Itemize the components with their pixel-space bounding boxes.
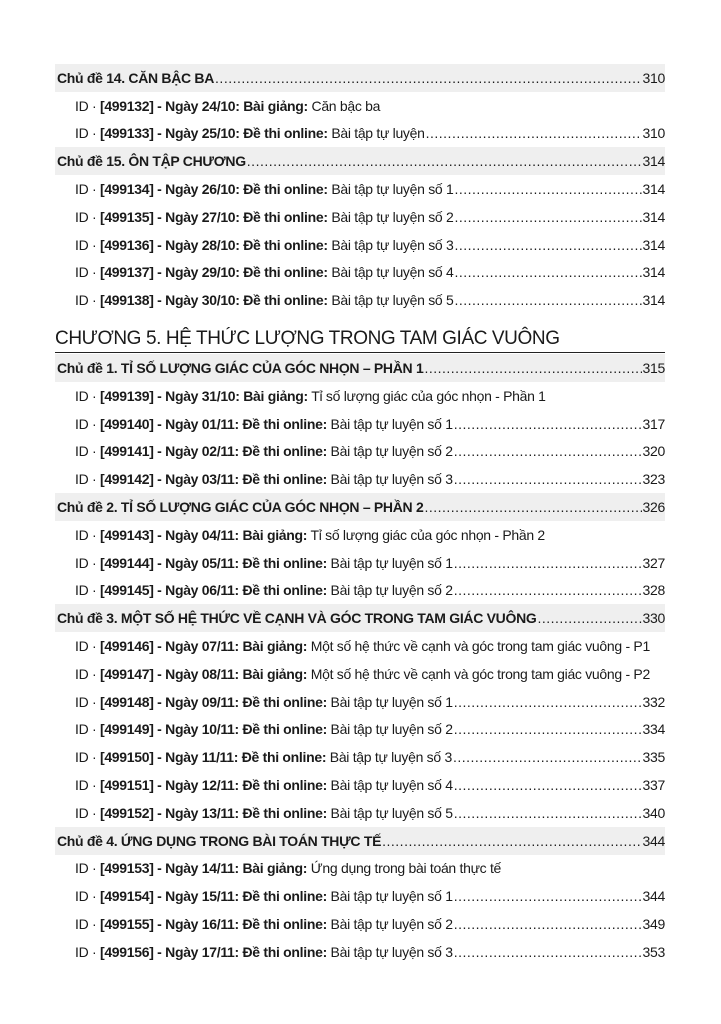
lesson-kind: Đề thi online: <box>243 125 328 142</box>
id-prefix: ID · <box>75 526 100 543</box>
page-number: 349 <box>642 916 665 932</box>
lesson-kind: Đề thi online: <box>243 181 328 198</box>
lesson-label <box>75 666 650 682</box>
lesson-id-date: [499132] - Ngày 24/10: <box>99 97 240 114</box>
dot-leader <box>454 555 642 571</box>
lesson-title: Bài tập tự luyện số 1 <box>330 415 453 432</box>
id-prefix: ID · <box>75 693 100 710</box>
id-prefix: ID · <box>75 721 100 738</box>
lesson-kind: Bài giảng: <box>242 665 308 682</box>
lesson-id-date: [499151] - Ngày 12/11: <box>99 777 239 794</box>
lesson-title: Bài tập tự luyện số 4 <box>330 777 453 794</box>
lesson-label <box>75 471 453 487</box>
lesson-id-date: [499137] - Ngày 29/10: <box>99 264 240 281</box>
lesson-title: Bài tập tự luyện số 1 <box>330 888 453 905</box>
id-prefix: ID · <box>75 860 100 877</box>
page-number: 314 <box>642 236 665 253</box>
lesson-title: Bài tập tự luyện <box>331 125 425 142</box>
lesson-kind: Đề thi online: <box>242 721 327 738</box>
id-prefix: ID · <box>75 665 100 682</box>
dot-leader <box>426 125 642 141</box>
id-prefix: ID · <box>75 415 100 432</box>
id-prefix: ID · <box>75 471 100 488</box>
lesson-label <box>75 944 453 960</box>
lesson-id-date: [499142] - Ngày 03/11: <box>99 471 239 488</box>
lesson-title: Bài tập tự luyện số 3 <box>330 943 453 960</box>
lesson-id-date: [499150] - Ngày 11/11: <box>99 749 239 766</box>
id-prefix: ID · <box>75 749 100 766</box>
lesson-id-date: [499153] - Ngày 14/11: <box>99 860 239 877</box>
dot-leader <box>454 582 642 598</box>
page-number: 344 <box>642 888 665 905</box>
toc-topic-row[interactable] <box>55 354 665 382</box>
page-number: 332 <box>642 693 665 710</box>
dot-leader <box>454 721 642 737</box>
id-prefix: ID · <box>75 804 100 821</box>
dot-leader <box>424 360 641 376</box>
lesson-title: Bài tập tự luyện số 2 <box>331 208 454 225</box>
toc-lesson-row[interactable] <box>55 855 665 883</box>
lesson-label <box>75 443 453 459</box>
chapter-heading: CHƯƠNG 5. HỆ THỨC LƯỢNG TRONG TAM GIÁC VUÔNG <box>55 314 665 353</box>
lesson-kind: Đề thi online: <box>243 292 328 309</box>
lesson-kind: Đề thi online: <box>242 443 327 460</box>
lesson-title: Tỉ số lượng giác của góc nhọn - Phần 1 <box>311 387 546 404</box>
lesson-kind: Đề thi online: <box>242 943 327 960</box>
toc-lesson-row[interactable] <box>55 465 665 493</box>
toc-lesson-row[interactable] <box>55 743 665 771</box>
lesson-id-date: [499134] - Ngày 26/10: <box>99 181 240 198</box>
lesson-title: Bài tập tự luyện số 3 <box>329 749 452 766</box>
lesson-id-date: [499147] - Ngày 08/11: <box>99 665 239 682</box>
topic-title: Chủ đề 15. ÔN TẬP CHƯƠNG <box>57 153 246 170</box>
lesson-title: Bài tập tự luyện số 2 <box>330 582 453 599</box>
dot-leader <box>453 749 642 765</box>
lesson-kind: Bài giảng: <box>242 526 308 543</box>
toc-lesson-row[interactable] <box>55 175 665 203</box>
lesson-id-date: [499135] - Ngày 27/10: <box>99 208 240 225</box>
page-number: 328 <box>642 582 665 599</box>
id-prefix: ID · <box>75 443 100 460</box>
lesson-id-date: [499155] - Ngày 16/11: <box>99 916 239 932</box>
toc-lesson-row[interactable] <box>55 771 665 799</box>
lesson-label <box>75 416 453 432</box>
toc-lesson-row[interactable] <box>55 231 665 259</box>
dot-leader <box>454 777 642 793</box>
lesson-id-date: [499133] - Ngày 25/10: <box>99 125 240 142</box>
toc-lesson-row[interactable] <box>55 521 665 549</box>
lesson-title: Một số hệ thức về cạnh và góc trong tam giác vuông - P1 <box>310 638 650 655</box>
lesson-id-date: [499145] - Ngày 06/11: <box>99 582 239 599</box>
lesson-label <box>75 527 545 543</box>
toc-lesson-row[interactable] <box>55 382 665 410</box>
dot-leader <box>454 443 642 459</box>
page-number: 337 <box>642 777 665 794</box>
lesson-label <box>75 582 453 598</box>
lesson-id-date: [499149] - Ngày 10/11: <box>99 721 239 738</box>
lesson-id-date: [499144] - Ngày 05/11: <box>99 554 239 571</box>
lesson-id-date: [499139] - Ngày 31/10: <box>99 387 240 404</box>
dot-leader <box>454 416 642 432</box>
lesson-title: Bài tập tự luyện số 5 <box>330 804 453 821</box>
id-prefix: ID · <box>75 181 100 198</box>
toc-topic-row[interactable] <box>55 64 665 92</box>
dot-leader <box>424 499 641 515</box>
lesson-label <box>75 388 546 404</box>
lesson-title: Bài tập tự luyện số 1 <box>331 181 454 198</box>
id-prefix: ID · <box>75 387 100 404</box>
page-number: 314 <box>642 208 665 225</box>
page-number: 317 <box>642 415 665 432</box>
page-number: 323 <box>642 471 665 488</box>
toc-lesson-row[interactable] <box>55 286 665 314</box>
lesson-id-date: [499138] - Ngày 30/10: <box>99 292 240 309</box>
lesson-label <box>75 721 453 737</box>
dot-leader <box>454 694 642 710</box>
lesson-title: Bài tập tự luyện số 3 <box>331 236 454 253</box>
dot-leader <box>454 888 642 904</box>
lesson-kind: Bài giảng: <box>243 387 308 404</box>
dot-leader <box>454 237 641 253</box>
id-prefix: ID · <box>75 208 100 225</box>
lesson-kind: Đề thi online: <box>243 264 328 281</box>
page-number: 314 <box>642 181 665 198</box>
lesson-id-date: [499146] - Ngày 07/11: <box>99 638 239 655</box>
page-number: 344 <box>642 832 665 849</box>
lesson-label <box>75 888 453 904</box>
id-prefix: ID · <box>75 125 100 142</box>
dot-leader <box>454 292 641 308</box>
topic-title: Chủ đề 2. TỈ SỐ LƯỢNG GIÁC CỦA GÓC NHỌN – PHẦN 2 <box>57 499 424 516</box>
toc-lesson-row[interactable] <box>55 92 665 120</box>
dot-leader <box>454 181 641 197</box>
page-number: 320 <box>642 443 665 460</box>
id-prefix: ID · <box>75 638 100 655</box>
toc-lesson-row[interactable] <box>55 632 665 660</box>
topic-title: Chủ đề 4. ỨNG DỤNG TRONG BÀI TOÁN THỰC TẾ <box>57 832 382 849</box>
lesson-kind: Đề thi online: <box>242 582 327 599</box>
lesson-kind: Đề thi online: <box>242 804 327 821</box>
id-prefix: ID · <box>75 97 100 114</box>
lesson-title: Bài tập tự luyện số 2 <box>330 916 453 932</box>
lesson-kind: Bài giảng: <box>243 97 308 114</box>
lesson-id-date: [499152] - Ngày 13/11: <box>99 804 239 821</box>
toc-lesson-row[interactable] <box>55 549 665 577</box>
lesson-title: Bài tập tự luyện số 5 <box>331 292 454 309</box>
page-number: 353 <box>642 943 665 960</box>
dot-leader <box>454 209 641 225</box>
id-prefix: ID · <box>75 916 100 932</box>
topic-title: Chủ đề 1. TỈ SỐ LƯỢNG GIÁC CỦA GÓC NHỌN – PHẦN 1 <box>57 360 424 377</box>
lesson-title: Bài tập tự luyện số 1 <box>330 554 453 571</box>
toc-lesson-row[interactable] <box>55 716 665 744</box>
lesson-label <box>75 125 425 141</box>
toc-lesson-row[interactable] <box>55 660 665 688</box>
id-prefix: ID · <box>75 236 100 253</box>
lesson-id-date: [499141] - Ngày 02/11: <box>99 443 239 460</box>
lesson-id-date: [499154] - Ngày 15/11: <box>99 888 239 905</box>
toc-topic-row[interactable] <box>55 604 665 632</box>
lesson-title: Tỉ số lượng giác của góc nhọn - Phần 2 <box>310 526 545 543</box>
toc-lesson-row[interactable] <box>55 438 665 466</box>
dot-leader <box>454 264 641 280</box>
lesson-label <box>75 805 453 821</box>
lesson-kind: Đề thi online: <box>243 236 328 253</box>
lesson-label <box>75 916 453 932</box>
dot-leader <box>247 153 642 169</box>
page-number: 335 <box>642 749 665 766</box>
topic-title: Chủ đề 14. CĂN BẬC BA <box>57 69 215 86</box>
page-number: 330 <box>642 610 665 627</box>
lesson-kind: Đề thi online: <box>242 693 327 710</box>
toc-lesson-row[interactable] <box>55 688 665 716</box>
toc-lesson-row[interactable] <box>55 120 665 148</box>
toc-topic-row[interactable] <box>55 147 665 175</box>
id-prefix: ID · <box>75 943 100 960</box>
lesson-kind: Bài giảng: <box>242 860 308 877</box>
lesson-title: Căn bậc ba <box>311 97 381 114</box>
lesson-id-date: [499136] - Ngày 28/10: <box>99 236 240 253</box>
page-number: 310 <box>642 69 665 86</box>
dot-leader <box>454 916 642 932</box>
lesson-label <box>75 237 453 253</box>
lesson-label <box>75 860 501 876</box>
lesson-kind: Đề thi online: <box>242 916 327 932</box>
page-number: 314 <box>642 292 665 309</box>
lesson-title: Bài tập tự luyện số 4 <box>331 264 454 281</box>
page-number: 327 <box>642 554 665 571</box>
toc-lesson-row[interactable] <box>55 259 665 287</box>
page-number: 314 <box>642 153 665 170</box>
dot-leader <box>537 610 641 626</box>
dot-leader <box>454 944 642 960</box>
lesson-label <box>75 209 453 225</box>
lesson-title: Bài tập tự luyện số 2 <box>330 443 453 460</box>
lesson-kind: Đề thi online: <box>242 471 327 488</box>
lesson-label <box>75 181 453 197</box>
id-prefix: ID · <box>75 888 100 905</box>
page-number: 340 <box>642 804 665 821</box>
page-number: 315 <box>642 360 665 377</box>
toc-lesson-row[interactable] <box>55 799 665 827</box>
toc-lesson-row[interactable] <box>55 882 665 910</box>
lesson-id-date: [499148] - Ngày 09/11: <box>99 693 239 710</box>
lesson-title: Một số hệ thức về cạnh và góc trong tam giác vuông - P2 <box>310 665 650 682</box>
lesson-kind: Đề thi online: <box>242 777 327 794</box>
id-prefix: ID · <box>75 264 100 281</box>
lesson-label <box>75 292 453 308</box>
lesson-kind: Đề thi online: <box>242 554 327 571</box>
toc-topic-row[interactable] <box>55 827 665 855</box>
lesson-label <box>75 264 453 280</box>
table-of-contents <box>55 64 665 966</box>
toc-topic-row[interactable] <box>55 493 665 521</box>
page-number: 334 <box>642 721 665 738</box>
lesson-title: Bài tập tự luyện số 1 <box>330 693 453 710</box>
lesson-id-date: [499156] - Ngày 17/11: <box>99 943 239 960</box>
lesson-id-date: [499140] - Ngày 01/11: <box>99 415 239 432</box>
lesson-label <box>75 555 453 571</box>
lesson-label <box>75 777 453 793</box>
id-prefix: ID · <box>75 292 100 309</box>
lesson-title: Ứng dụng trong bài toán thực tế <box>310 860 502 877</box>
toc-lesson-row[interactable] <box>55 577 665 605</box>
id-prefix: ID · <box>75 777 100 794</box>
page-number: 310 <box>642 125 665 142</box>
lesson-label <box>75 638 650 654</box>
toc-lesson-row[interactable] <box>55 910 665 938</box>
lesson-kind: Đề thi online: <box>242 888 327 905</box>
lesson-kind: Đề thi online: <box>241 749 327 766</box>
toc-lesson-row[interactable] <box>55 203 665 231</box>
lesson-label <box>75 98 380 114</box>
dot-leader <box>215 70 641 86</box>
lesson-kind: Đề thi online: <box>243 208 328 225</box>
lesson-kind: Đề thi online: <box>242 415 327 432</box>
toc-lesson-row[interactable] <box>55 938 665 966</box>
page-number: 314 <box>642 264 665 281</box>
id-prefix: ID · <box>75 582 100 599</box>
lesson-id-date: [499143] - Ngày 04/11: <box>99 526 239 543</box>
lesson-title: Bài tập tự luyện số 2 <box>330 721 453 738</box>
toc-lesson-row[interactable] <box>55 410 665 438</box>
dot-leader <box>382 833 641 849</box>
lesson-label <box>75 749 452 765</box>
id-prefix: ID · <box>75 554 100 571</box>
lesson-title: Bài tập tự luyện số 3 <box>330 471 453 488</box>
page-number: 326 <box>642 499 665 516</box>
dot-leader <box>454 471 642 487</box>
lesson-kind: Bài giảng: <box>242 638 308 655</box>
topic-title: Chủ đề 3. MỘT SỐ HỆ THỨC VỀ CẠNH VÀ GÓC TRONG TAM GIÁC VUÔNG <box>57 610 537 627</box>
dot-leader <box>454 805 642 821</box>
lesson-label <box>75 694 453 710</box>
